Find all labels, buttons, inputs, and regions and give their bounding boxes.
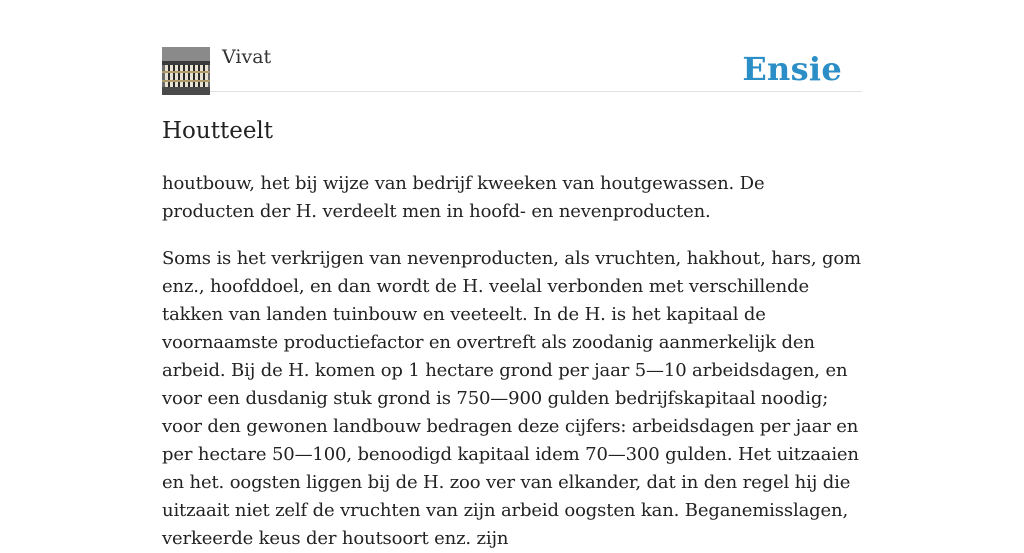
- article-page: [162, 0, 862, 553]
- page-title: Houtteelt: [162, 118, 274, 144]
- header: [162, 0, 862, 92]
- avatar[interactable]: [162, 47, 210, 95]
- brand-logo[interactable]: Ensie: [742, 50, 842, 88]
- book-spines-icon: [162, 47, 210, 95]
- article-paragraph: Soms is het verkrijgen van nevenproducten, als vruchten, hakhout, hars, gom enz., hoofddoel, en dan wordt de H. veelal verbonden met verschillende takken van landen tuinbouw en veeteelt. In de H. is het kapitaal de voornaamste productiefactor en overtreft als zoodanig aanmerkelijk den arbeid. Bij de H. komen op 1 hectare grond per jaar 5—10 arbeidsdagen, en voor een dusdanig stuk grond is 750—900 gulden bedrijfskapitaal noodig; voor den gewonen landbouw bedragen deze cijfers: arbeidsdagen per jaar en per hectare 50—100, benoodigd kapitaal idem 70—300 gulden. Het uitzaaien en het. oogsten liggen bij de H. zoo ver van elkander, dat in den regel hij die uitzaait niet zelf de vruchten van zijn arbeid oogsten kan. Beganemisslagen, verkeerde keus der houtsoort enz. zijn: [162, 248, 861, 549]
- article-paragraph: houtbouw, het bij wijze van bedrijf kweeken van houtgewassen. De producten der H. verdeelt men in hoofd- en nevenproducten.: [162, 173, 765, 222]
- source-name[interactable]: Vivat: [222, 46, 272, 68]
